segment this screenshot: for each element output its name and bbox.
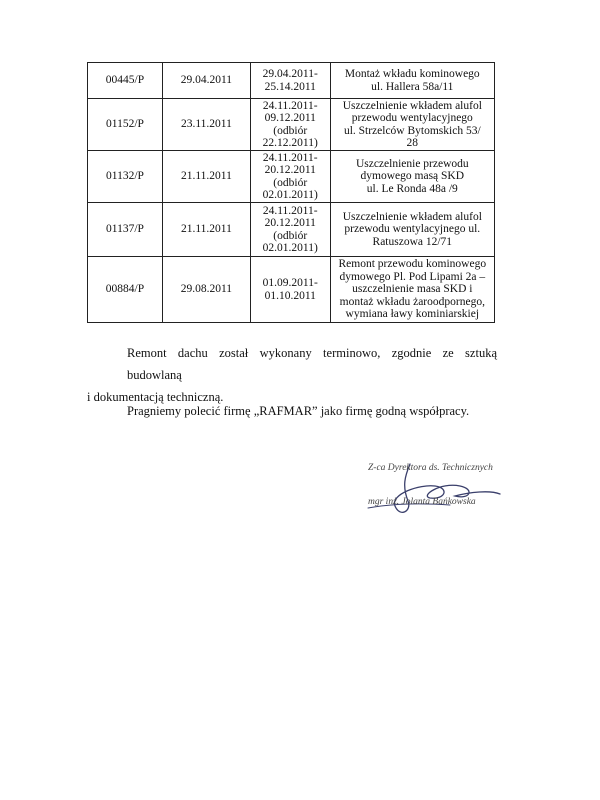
table-row	[88, 257, 495, 323]
work-period-text: 24.11.2011- 09.12.2011 (odbiór 22.12.2011)	[262, 99, 318, 149]
table-row	[88, 203, 495, 257]
work-description-text: Montaż wkładu kominowego ul. Hallera 58a/11	[344, 68, 480, 93]
completion-line-2: i dokumentacją techniczną.	[87, 390, 224, 404]
order-date-cell: 21.11.2011	[162, 151, 250, 203]
completion-paragraph	[87, 342, 497, 408]
work-period-cell	[250, 203, 330, 257]
work-period-text: 24.11.2011- 20.12.2011 (odbiór 02.01.2011)	[262, 204, 318, 254]
work-description-cell	[330, 257, 494, 323]
work-period-cell	[250, 99, 330, 151]
order-date-cell: 29.04.2011	[162, 63, 250, 99]
work-description-cell	[330, 99, 494, 151]
order-number-cell: 00445/P	[88, 63, 163, 99]
work-period-cell	[250, 151, 330, 203]
order-number-cell: 01137/P	[88, 203, 163, 257]
work-description-text: Uszczelnienie wkładem alufol przewodu wentylacyjnego ul. Strzelców Bytomskich 53/ 28	[342, 99, 482, 149]
work-period-text: 24.11.2011- 20.12.2011 (odbiór 02.01.2011)	[262, 151, 318, 201]
signatory-name: mgr inż. Jolanta Bańkowska	[368, 497, 476, 507]
work-description-cell	[330, 63, 494, 99]
signature-block	[340, 456, 540, 526]
signatory-title: Z-ca Dyrektora ds. Technicznych	[368, 463, 493, 473]
work-description-cell	[330, 151, 494, 203]
order-date-cell: 23.11.2011	[162, 99, 250, 151]
work-period-text: 29.04.2011- 25.14.2011	[262, 68, 318, 93]
recommendation-paragraph: Pragniemy polecić firmę „RAFMAR” jako firmę godną współpracy.	[127, 404, 470, 418]
work-period-cell	[250, 257, 330, 323]
work-period-text: 01.09.2011- 01.10.2011	[262, 277, 318, 302]
order-number-cell: 01152/P	[88, 99, 163, 151]
table-row	[88, 99, 495, 151]
order-date-cell: 21.11.2011	[162, 203, 250, 257]
works-table	[87, 62, 495, 323]
order-number-cell: 01132/P	[88, 151, 163, 203]
order-date-cell: 29.08.2011	[162, 257, 250, 323]
table-row	[88, 63, 495, 99]
table-row	[88, 151, 495, 203]
order-number-cell: 00884/P	[88, 257, 163, 323]
work-description-cell	[330, 203, 494, 257]
completion-line-1: Remont dachu został wykonany terminowo, zgodnie ze sztuką budowlaną	[127, 346, 497, 382]
work-period-cell	[250, 63, 330, 99]
work-description-text: Remont przewodu kominowego dymowego Pl. Pod Lipami 2a – uszczelnienie masa SKD i montaż wkładu żaroodpornego, wymiana ławy kominiarskiej	[338, 258, 487, 321]
work-description-text: Uszczelnienie przewodu dymowego masą SKD ul. Le Ronda 48a /9	[355, 157, 469, 195]
work-description-text: Uszczelnienie wkładem alufol przewodu wentylacyjnego ul. Ratuszowa 12/71	[342, 210, 482, 248]
